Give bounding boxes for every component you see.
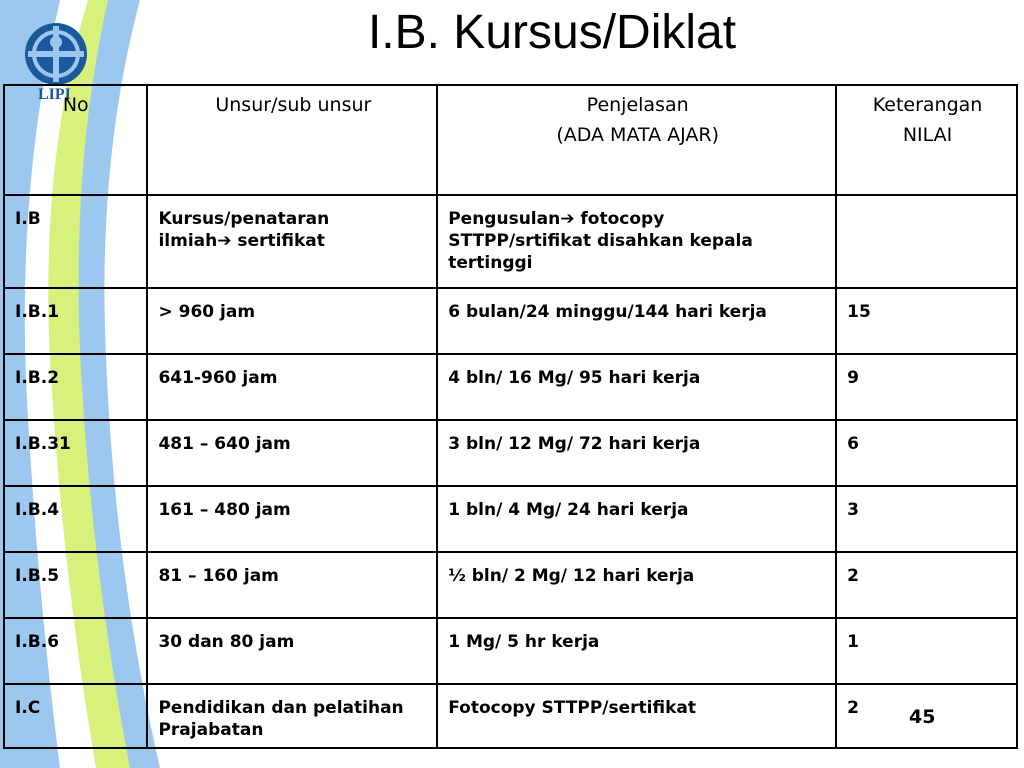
cell-unsur: 30 dan 80 jam <box>147 618 437 684</box>
cell-penjelasan: 4 bln/ 16 Mg/ 95 hari kerja <box>437 354 836 420</box>
table-row <box>4 420 1017 486</box>
cell-no: I.B.5 <box>4 552 147 618</box>
page-number: 45 <box>909 706 936 728</box>
table-row <box>4 288 1017 354</box>
cell-penjelasan: 6 bulan/24 minggu/144 hari kerja <box>437 288 836 354</box>
cell-penjelasan: 1 Mg/ 5 hr kerja <box>437 618 836 684</box>
header-no: No <box>4 85 147 195</box>
header-keterangan <box>836 85 1017 195</box>
table-row <box>4 195 1017 288</box>
cell-nilai: 2 <box>836 552 1017 618</box>
cell-penjelasan: Fotocopy STTPP/sertifikat <box>437 684 836 748</box>
cell-pen-part1: Pengusulan <box>448 209 561 229</box>
cell-unsur <box>147 195 437 288</box>
table-row <box>4 486 1017 552</box>
table-row <box>4 354 1017 420</box>
cell-nilai: 6 <box>836 420 1017 486</box>
cell-unsur: 81 – 160 jam <box>147 552 437 618</box>
cell-no: I.B.2 <box>4 354 147 420</box>
cell-no: I.C <box>4 684 147 748</box>
cell-penjelasan: ½ bln/ 2 Mg/ 12 hari kerja <box>437 552 836 618</box>
cell-nilai <box>836 195 1017 288</box>
cell-unsur: 481 – 640 jam <box>147 420 437 486</box>
header-penjelasan-line2: (ADA MATA AJAR) <box>556 124 720 146</box>
kursus-diklat-table <box>3 84 1018 749</box>
cell-nilai: 1 <box>836 618 1017 684</box>
cell-unsur: 641-960 jam <box>147 354 437 420</box>
cell-nilai: 9 <box>836 354 1017 420</box>
cell-pen-part2: fotocopy <box>574 209 665 229</box>
header-keterangan-line2: NILAI <box>902 124 953 146</box>
cell-unsur-line2b: sertifikat <box>231 231 325 251</box>
table-row <box>4 684 1017 748</box>
cell-no: I.B.1 <box>4 288 147 354</box>
arrow-right-icon: ➔ <box>217 231 232 251</box>
cell-penjelasan: 1 bln/ 4 Mg/ 24 hari kerja <box>437 486 836 552</box>
cell-penjelasan: 3 bln/ 12 Mg/ 72 hari kerja <box>437 420 836 486</box>
header-penjelasan <box>437 85 836 195</box>
cell-penjelasan <box>437 195 836 288</box>
cell-nilai: 3 <box>836 486 1017 552</box>
cell-unsur: Pendidikan dan pelatihan Prajabatan <box>147 684 437 748</box>
cell-unsur-line2: ilmiah <box>158 231 218 251</box>
cell-unsur: 161 – 480 jam <box>147 486 437 552</box>
table-header-row <box>4 85 1017 195</box>
cell-unsur-line1: Kursus/penataran <box>158 209 330 229</box>
table-row <box>4 552 1017 618</box>
cell-nilai: 2 <box>836 684 1017 748</box>
slide-title: I.B. Kursus/Diklat <box>367 6 737 59</box>
cell-pen-part3: STTPP/srtifikat disahkan kepala tertinggi <box>448 231 753 273</box>
logo-text: LIPI <box>38 86 71 103</box>
header-penjelasan-line1: Penjelasan <box>586 94 689 116</box>
arrow-right-icon: ➔ <box>560 209 575 229</box>
cell-no: I.B.4 <box>4 486 147 552</box>
cell-unsur: > 960 jam <box>147 288 437 354</box>
header-unsur: Unsur/sub unsur <box>147 85 437 195</box>
cell-no: I.B.6 <box>4 618 147 684</box>
cell-no: I.B.31 <box>4 420 147 486</box>
header-keterangan-line1: Keterangan <box>872 94 983 116</box>
cell-nilai: 15 <box>836 288 1017 354</box>
table-row <box>4 618 1017 684</box>
cell-no: I.B <box>4 195 147 288</box>
